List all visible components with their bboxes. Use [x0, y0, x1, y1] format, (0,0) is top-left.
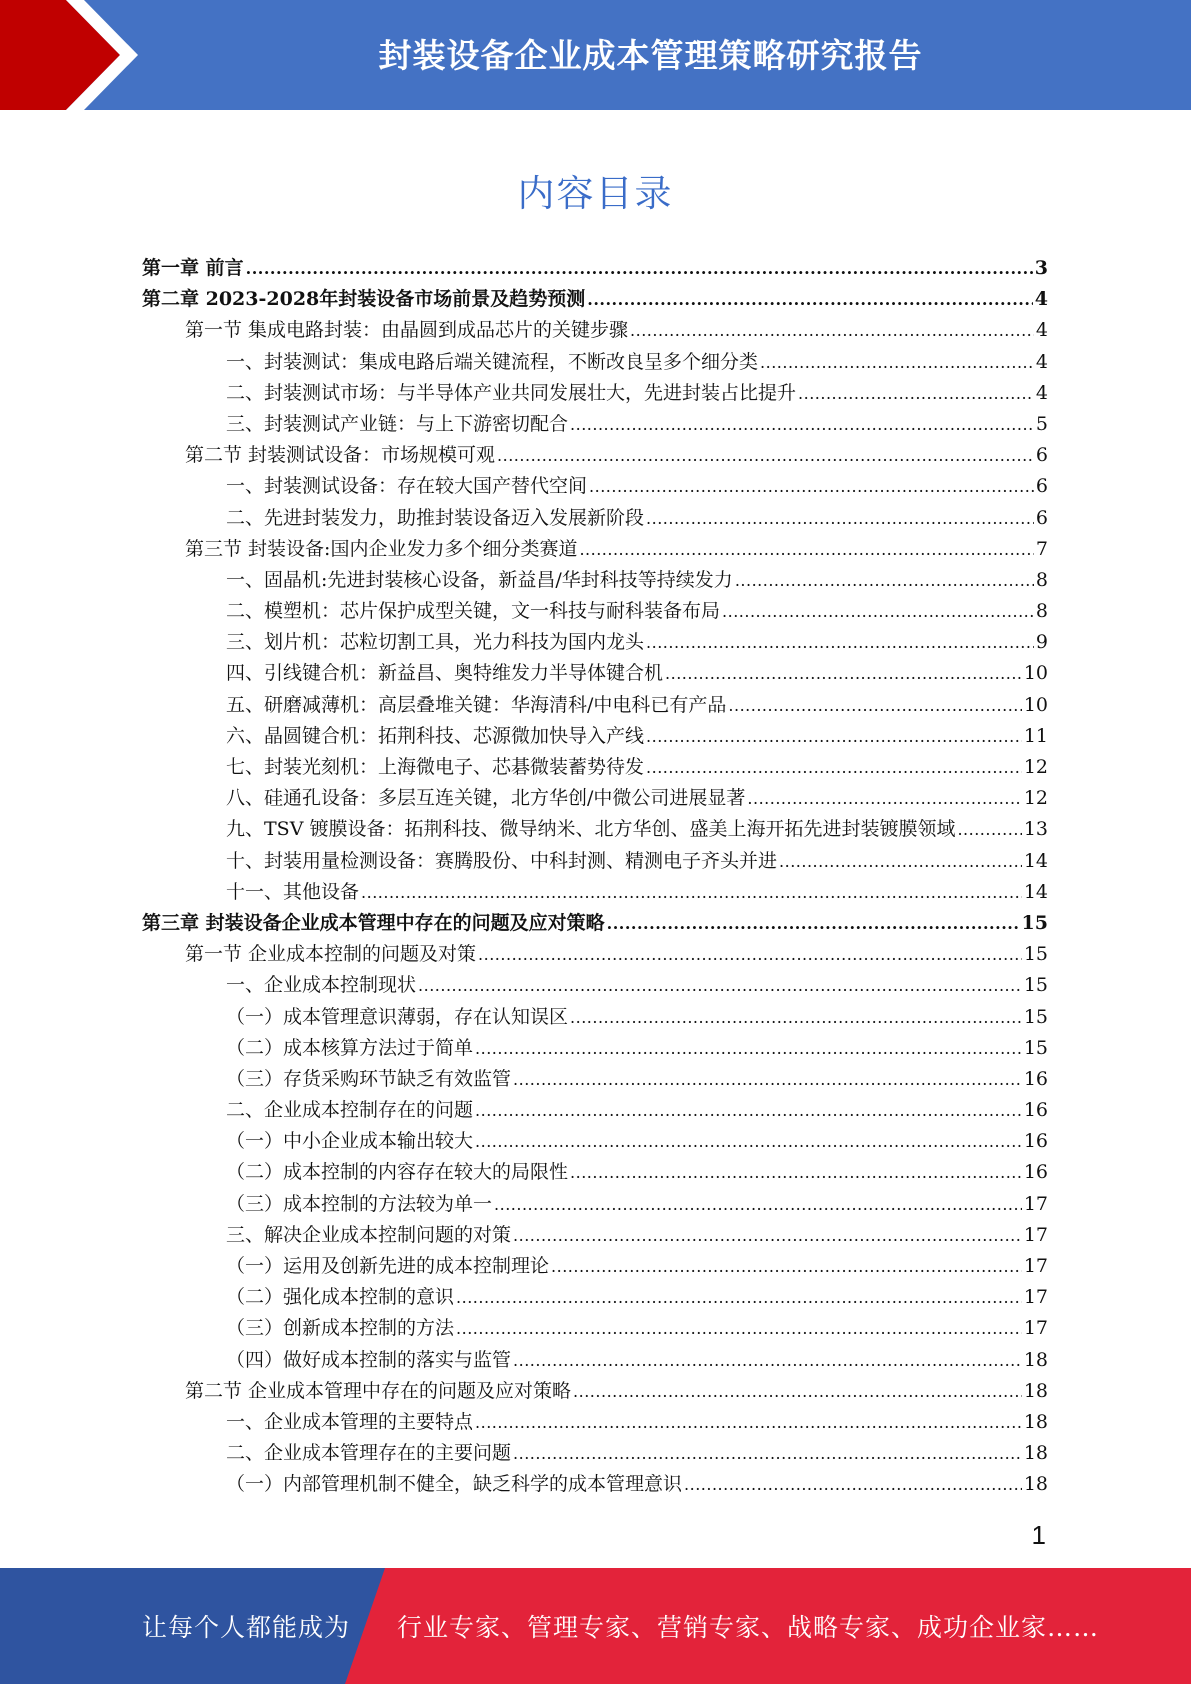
toc-dot-leader	[475, 1095, 1022, 1126]
toc-dot-leader	[646, 721, 1022, 752]
toc-dot-leader	[246, 253, 1033, 284]
toc-entry-title: 十一、其他设备	[226, 880, 360, 903]
toc-entry[interactable]	[142, 1189, 1048, 1220]
toc-entry-page: 6	[1035, 475, 1048, 498]
toc-entry[interactable]	[142, 1345, 1048, 1376]
toc-entry-title: 一、封装测试设备：存在较大国产替代空间	[226, 475, 588, 498]
toc-entry[interactable]	[142, 253, 1048, 284]
toc-entry[interactable]	[142, 1376, 1048, 1407]
toc-entry-title: 第一节 企业成本控制的问题及对策	[185, 943, 477, 966]
toc-entry-page: 18	[1023, 1348, 1048, 1371]
toc-entry-page: 7	[1035, 537, 1048, 560]
toc-entry[interactable]	[142, 284, 1048, 315]
page-number: 1	[1031, 1520, 1046, 1550]
toc-entry[interactable]	[142, 1282, 1048, 1313]
header-band	[0, 0, 1191, 110]
header-chevron-icon	[0, 0, 160, 110]
toc-entry-title: 二、先进封装发力，助推封装设备迈入发展新阶段	[226, 506, 645, 529]
toc-entry-title: （一）中小企业成本输出较大	[226, 1130, 474, 1153]
toc-entry-page: 14	[1023, 880, 1048, 903]
toc-entry[interactable]	[142, 658, 1048, 689]
toc-entry-title: 二、企业成本管理存在的主要问题	[226, 1442, 512, 1465]
toc-entry[interactable]	[142, 1469, 1048, 1500]
toc-entry[interactable]	[142, 1313, 1048, 1344]
toc-dot-leader	[646, 627, 1034, 658]
toc-dot-leader	[456, 1282, 1022, 1313]
toc-entry-page: 4	[1034, 288, 1048, 311]
toc-dot-leader	[957, 814, 1021, 845]
toc-entry-title: （二）成本核算方法过于简单	[226, 1036, 474, 1059]
toc-title: 内容目录	[517, 172, 674, 215]
toc-entry-page: 15	[1023, 974, 1048, 997]
toc-entry-page: 6	[1035, 506, 1048, 529]
toc-dot-leader	[513, 1064, 1022, 1095]
toc-entry-page: 5	[1035, 412, 1048, 435]
toc-dot-leader	[646, 503, 1034, 534]
toc-entry[interactable]	[142, 939, 1048, 970]
toc-dot-leader	[684, 1469, 1022, 1500]
toc-entry-title: 第二节 企业成本管理中存在的问题及应对策略	[185, 1379, 572, 1402]
toc-entry-page: 15	[1023, 1036, 1048, 1059]
footer-band	[0, 1568, 1191, 1684]
toc-entry[interactable]	[142, 752, 1048, 783]
toc-dot-leader	[456, 1313, 1022, 1344]
toc-dot-leader	[570, 1002, 1022, 1033]
toc-entry-title: （一）运用及创新先进的成本控制理论	[226, 1255, 550, 1277]
toc-entry-title: 三、解决企业成本控制问题的对策	[226, 1223, 512, 1246]
toc-entry-page: 17	[1023, 1255, 1048, 1277]
toc-dot-leader	[779, 846, 1022, 877]
toc-entry-page: 13	[1023, 818, 1048, 841]
toc-dot-leader	[570, 1157, 1022, 1188]
toc-dot-leader	[475, 1407, 1022, 1438]
toc-entry-page: 18	[1023, 1379, 1048, 1402]
toc-entry[interactable]	[142, 690, 1048, 721]
toc-entry-page: 16	[1023, 1161, 1048, 1184]
toc-entry-title: 第三章 封装设备企业成本管理中存在的问题及应对策略	[142, 911, 605, 934]
toc-entry-page: 12	[1023, 756, 1048, 778]
toc-entry-title: 第三节 封装设备:国内企业发力多个细分类赛道	[185, 537, 578, 560]
toc-dot-leader	[760, 347, 1034, 378]
toc-entry[interactable]	[142, 877, 1048, 908]
toc-entry[interactable]	[142, 1251, 1048, 1282]
toc-entry[interactable]	[142, 627, 1048, 658]
toc-dot-leader	[722, 596, 1034, 627]
toc-entry-page: 10	[1023, 693, 1048, 716]
toc-entry-title: 七、封装光刻机：上海微电子、芯碁微装蓄势待发	[226, 756, 645, 778]
toc-entry-page: 17	[1023, 1192, 1048, 1215]
toc-entry-page: 18	[1023, 1410, 1048, 1433]
toc-entry-title: 二、封装测试市场：与半导体产业共同发展壮大，先进封装占比提升	[226, 381, 797, 404]
toc-entry-page: 18	[1023, 1473, 1048, 1496]
toc-entry-page: 8	[1035, 600, 1048, 623]
toc-entry-title: （三）创新成本控制的方法	[226, 1317, 455, 1340]
toc-entry-title: 五、研磨减薄机：高层叠堆关键：华海清科/中电科已有产品	[226, 693, 727, 716]
toc-entry-page: 16	[1023, 1130, 1048, 1153]
toc-entry-page: 14	[1023, 849, 1048, 872]
toc-dot-leader	[630, 315, 1034, 346]
toc-dot-leader	[475, 1033, 1022, 1064]
toc-entry-title: 二、模塑机：芯片保护成型关键，文一科技与耐科装备布局	[226, 600, 721, 623]
toc-entry-page: 16	[1023, 1099, 1048, 1122]
toc-entry[interactable]	[142, 1095, 1048, 1126]
toc-entry[interactable]	[142, 471, 1048, 502]
toc-dot-leader	[513, 1345, 1022, 1376]
toc-entry-title: 一、固晶机:先进封装核心设备，新益昌/华封科技等持续发力	[226, 568, 733, 591]
toc-entry[interactable]	[142, 1220, 1048, 1251]
toc-entry[interactable]	[142, 846, 1048, 877]
toc-entry-title: 八、硅通孔设备：多层互连关键，北方华创/中微公司进展显著	[226, 787, 746, 810]
toc-dot-leader	[361, 877, 1022, 908]
footer-slogan-right: 行业专家、管理专家、营销专家、战略专家、成功企业家……	[397, 1613, 1100, 1642]
toc-dot-leader	[573, 1376, 1022, 1407]
toc-entry[interactable]	[142, 908, 1048, 939]
toc-entry-title: 三、划片机：芯粒切割工具，光力科技为国内龙头	[226, 631, 645, 654]
toc-dot-leader	[728, 690, 1021, 721]
toc-entry[interactable]	[142, 409, 1048, 440]
toc-entry-page: 15	[1023, 943, 1048, 966]
toc-entry[interactable]	[142, 1126, 1048, 1157]
toc-entry-title: 三、封装测试产业链：与上下游密切配合	[226, 412, 569, 435]
toc-dot-leader	[551, 1251, 1022, 1282]
toc-entry-title: 四、引线键合机：新益昌、奥特维发力半导体键合机	[226, 662, 664, 685]
toc-entry[interactable]	[142, 1157, 1048, 1188]
toc-entry-page: 10	[1023, 662, 1048, 685]
toc-entry-title: 九、TSV 镀膜设备：拓荆科技、微导纳米、北方华创、盛美上海开拓先进封装镀膜领域	[226, 818, 956, 841]
toc-entry-title: 第一节 集成电路封装：由晶圆到成品芯片的关键步骤	[185, 319, 629, 342]
toc-entry-page: 11	[1023, 724, 1048, 747]
toc-dot-leader	[665, 658, 1022, 689]
toc-dot-leader	[418, 970, 1022, 1001]
toc-entry[interactable]	[142, 440, 1048, 471]
toc-entry-page: 4	[1035, 350, 1048, 373]
toc-entry-title: 第二节 封装测试设备：市场规模可观	[185, 444, 496, 467]
toc-entry-title: （四）做好成本控制的落实与监管	[226, 1348, 512, 1371]
toc-dot-leader	[513, 1438, 1022, 1469]
toc-entry-title: （二）成本控制的内容存在较大的局限性	[226, 1161, 569, 1184]
toc-dot-leader	[475, 1126, 1022, 1157]
toc-entry[interactable]	[142, 1033, 1048, 1064]
toc-entry-page: 15	[1021, 911, 1048, 934]
toc-entry-title: 六、晶圆键合机：拓荆科技、芯源微加快导入产线	[226, 724, 645, 747]
toc-entry[interactable]	[142, 783, 1048, 814]
toc-entry-page: 4	[1035, 381, 1048, 404]
footer-slogan-left: 让每个人都能成为	[142, 1613, 351, 1642]
toc-dot-leader	[497, 440, 1034, 471]
toc-entry-page: 15	[1023, 1005, 1048, 1028]
toc-entry[interactable]	[142, 721, 1048, 752]
toc-dot-leader	[607, 908, 1020, 939]
toc-entry[interactable]	[142, 565, 1048, 596]
toc-entry[interactable]	[142, 503, 1048, 534]
toc-entry-title: （三）成本控制的方法较为单一	[226, 1192, 493, 1215]
toc-entry-title: （一）成本管理意识薄弱，存在认知误区	[226, 1005, 569, 1028]
toc-dot-leader	[494, 1189, 1022, 1220]
toc-entry[interactable]	[142, 1407, 1048, 1438]
toc-entry-title: 第一章 前言	[142, 257, 244, 279]
toc-entry-page: 3	[1034, 257, 1048, 279]
table-of-contents	[142, 253, 1048, 1501]
toc-entry-page: 8	[1035, 568, 1048, 591]
toc-entry[interactable]	[142, 970, 1048, 1001]
toc-entry[interactable]	[142, 1438, 1048, 1469]
toc-dot-leader	[798, 378, 1034, 409]
toc-entry-title: 一、企业成本管理的主要特点	[226, 1410, 474, 1433]
toc-dot-leader	[478, 939, 1022, 970]
toc-dot-leader	[735, 565, 1034, 596]
toc-entry-page: 16	[1023, 1067, 1048, 1090]
report-title: 封装设备企业成本管理策略研究报告	[378, 35, 923, 75]
toc-entry[interactable]	[142, 534, 1048, 565]
toc-entry[interactable]	[142, 378, 1048, 409]
toc-entry[interactable]	[142, 814, 1048, 845]
toc-dot-leader	[587, 284, 1033, 315]
toc-entry-title: （一）内部管理机制不健全，缺乏科学的成本管理意识	[226, 1473, 683, 1496]
toc-entry[interactable]	[142, 1064, 1048, 1095]
toc-entry-title: 第二章 2023-2028年封装设备市场前景及趋势预测	[142, 288, 586, 311]
toc-entry-title: （二）强化成本控制的意识	[226, 1286, 455, 1309]
toc-entry-page: 12	[1023, 787, 1048, 810]
toc-entry-title: 一、封装测试：集成电路后端关键流程，不断改良呈多个细分类	[226, 350, 759, 373]
toc-entry-title: 十、封装用量检测设备：赛腾股份、中科封测、精测电子齐头并进	[226, 849, 778, 872]
toc-entry[interactable]	[142, 596, 1048, 627]
toc-entry[interactable]	[142, 1002, 1048, 1033]
toc-entry-page: 9	[1035, 631, 1048, 654]
toc-entry-page: 17	[1023, 1223, 1048, 1246]
toc-entry[interactable]	[142, 315, 1048, 346]
toc-entry-page: 17	[1023, 1286, 1048, 1309]
toc-entry[interactable]	[142, 347, 1048, 378]
toc-entry-title: 一、企业成本控制现状	[226, 974, 417, 997]
toc-entry-page: 6	[1035, 444, 1048, 467]
toc-dot-leader	[646, 752, 1022, 783]
toc-entry-title: （三）存货采购环节缺乏有效监管	[226, 1067, 512, 1090]
toc-dot-leader	[747, 783, 1021, 814]
toc-dot-leader	[589, 471, 1034, 502]
toc-entry-page: 4	[1035, 319, 1048, 342]
toc-entry-title: 二、企业成本控制存在的问题	[226, 1099, 474, 1122]
toc-dot-leader	[570, 409, 1034, 440]
toc-dot-leader	[513, 1220, 1022, 1251]
toc-entry-page: 17	[1023, 1317, 1048, 1340]
toc-dot-leader	[579, 534, 1033, 565]
toc-entry-page: 18	[1023, 1442, 1048, 1465]
